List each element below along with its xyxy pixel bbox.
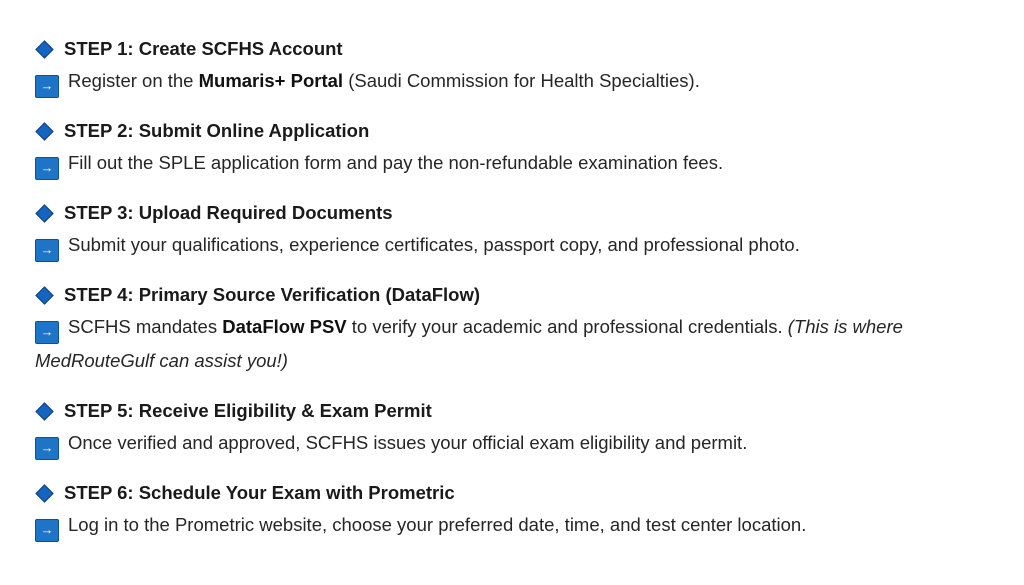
step-title-text: STEP 1: Create SCFHS Account	[64, 38, 343, 59]
step-text: SCFHS mandates	[68, 316, 223, 337]
blue-diamond-icon	[35, 286, 53, 304]
step-text-italic: (This is where MedRouteGulf can assist you!)	[35, 316, 903, 371]
right-arrow-box-icon: →	[35, 157, 59, 180]
step-description	[35, 310, 995, 378]
step-description	[35, 228, 995, 262]
step-text: to verify your academic and professional credentials.	[346, 316, 788, 337]
right-arrow-box-icon: →	[35, 519, 59, 542]
steps-document	[35, 36, 995, 562]
step-title-text: STEP 3: Upload Required Documents	[64, 202, 393, 223]
step-description	[35, 508, 995, 542]
blue-diamond-icon	[35, 402, 53, 420]
step-text: Submit your qualifications, experience certificates, passport copy, and professional photo.	[68, 234, 800, 255]
step-text-bold: Mumaris+ Portal	[198, 70, 344, 91]
step-title-text: STEP 5: Receive Eligibility & Exam Permit	[64, 400, 432, 421]
step-title-text: STEP 6: Schedule Your Exam with Prometric	[64, 482, 455, 503]
step-3	[35, 200, 995, 262]
blue-diamond-icon	[35, 484, 53, 502]
step-5	[35, 398, 995, 460]
step-description	[35, 146, 995, 180]
step-title	[35, 398, 995, 424]
step-text: Fill out the SPLE application form and pay the non-refundable examination fees.	[68, 152, 724, 173]
blue-diamond-icon	[35, 122, 53, 140]
step-title	[35, 118, 995, 144]
step-title	[35, 282, 995, 308]
step-title-text: STEP 4: Primary Source Verification (DataFlow)	[64, 284, 481, 305]
step-title	[35, 480, 995, 506]
step-4	[35, 282, 995, 378]
step-text: Register on the	[68, 70, 199, 91]
step-1	[35, 36, 995, 98]
right-arrow-box-icon: →	[35, 75, 59, 98]
step-title	[35, 36, 995, 62]
step-description	[35, 426, 995, 460]
right-arrow-box-icon: →	[35, 321, 59, 344]
step-2	[35, 118, 995, 180]
step-title-text: STEP 2: Submit Online Application	[64, 120, 370, 141]
step-title	[35, 200, 995, 226]
step-6	[35, 480, 995, 542]
step-text: Once verified and approved, SCFHS issues your official exam eligibility and permit.	[68, 432, 748, 453]
step-text: (Saudi Commission for Health Specialties).	[343, 70, 700, 91]
right-arrow-box-icon: →	[35, 437, 59, 460]
step-text: Log in to the Prometric website, choose your preferred date, time, and test center location.	[68, 514, 807, 535]
step-text-bold: DataFlow PSV	[222, 316, 347, 337]
blue-diamond-icon	[35, 204, 53, 222]
step-description	[35, 64, 995, 98]
right-arrow-box-icon: →	[35, 239, 59, 262]
blue-diamond-icon	[35, 40, 53, 58]
